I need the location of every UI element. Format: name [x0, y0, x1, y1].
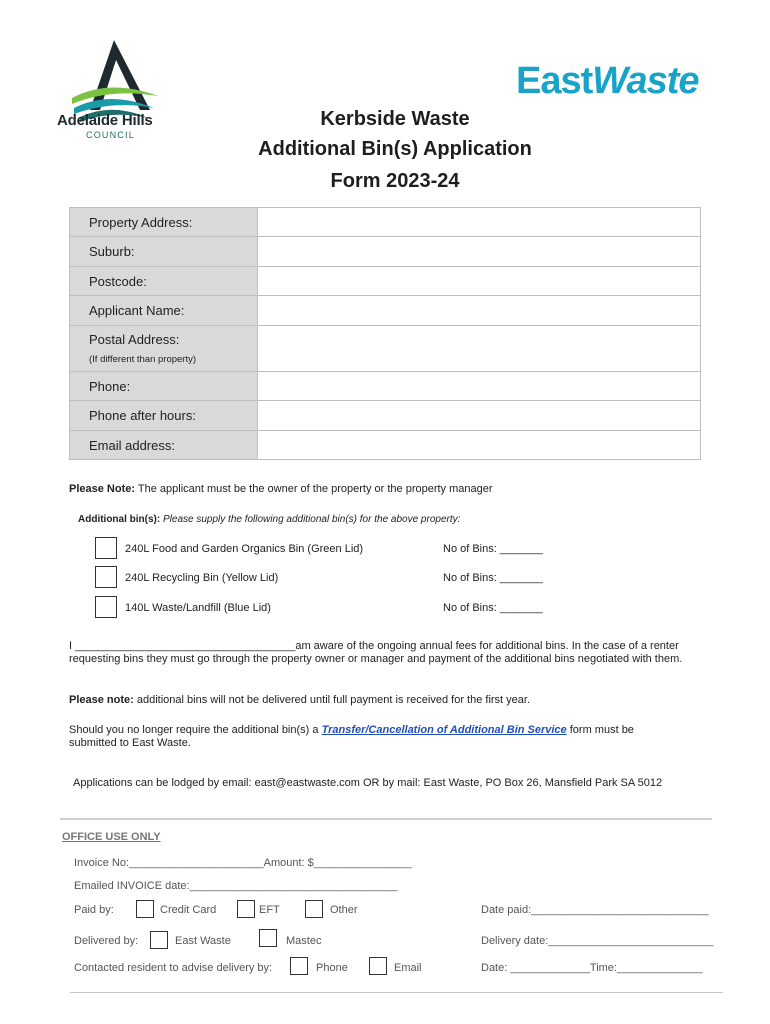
phone-field[interactable] — [258, 372, 701, 401]
declaration-text: I ____________________________________am aware of the ongoing annual fees for additional bins. In the case of a renter requesting bins they must go through the property owner or manager and payment of the additional bins negotiated with them. — [69, 640, 683, 665]
contact-phone-checkbox[interactable] — [290, 957, 308, 975]
postal-address-label-cell — [70, 326, 258, 372]
transfer-pre: Should you no longer require the additional bin(s) a — [69, 724, 322, 736]
phone-label: Phone: — [70, 372, 258, 401]
transfer-cancellation-link[interactable]: Transfer/Cancellation of Additional Bin Service — [321, 724, 567, 736]
recycling-bin-label: 240L Recycling Bin (Yellow Lid) — [125, 572, 279, 584]
contact-phone-label: Phone — [316, 962, 348, 974]
council-subtitle: COUNCIL — [86, 130, 135, 140]
east-waste-checkbox[interactable] — [150, 931, 168, 949]
postal-address-sublabel: (If different than property) — [89, 354, 197, 365]
eastwaste-logo-part2: Waste — [592, 60, 699, 102]
owner-note-text: The applicant must be the owner of the property or the property manager — [135, 483, 493, 495]
eft-label: EFT — [259, 904, 280, 916]
form-row-phone-after-hours — [70, 401, 701, 431]
payment-note-text: additional bins will not be delivered until full payment is received for the first year. — [133, 694, 531, 706]
applicant-details-table — [69, 207, 701, 460]
waste-bin-count[interactable]: No of Bins: _______ — [443, 602, 543, 614]
owner-note — [69, 483, 493, 495]
contacted-resident-label: Contacted resident to advise delivery by: — [74, 962, 273, 974]
title-line-1: Kerbside Waste — [320, 108, 470, 130]
contact-date-time-line[interactable]: Date: _____________Time:______________ — [481, 962, 703, 974]
other-checkbox[interactable] — [305, 900, 323, 918]
payment-note-bold: Please note: — [69, 694, 134, 706]
council-name: Adelaide Hills — [57, 112, 153, 129]
bins-intro-bold: Additional bin(s): — [78, 514, 161, 525]
recycling-bin-count[interactable]: No of Bins: _______ — [443, 572, 543, 584]
eastwaste-logo-part1: East — [516, 60, 593, 102]
bins-intro-text: Please supply the following additional bin(s) for the above property: — [160, 514, 461, 525]
postal-address-label: Postal Address: — [89, 332, 180, 347]
form-row-property-address — [70, 208, 701, 237]
other-label: Other — [330, 904, 358, 916]
east-waste-label: East Waste — [175, 935, 231, 947]
green-bin-count[interactable]: No of Bins: _______ — [443, 543, 543, 555]
lodge-instructions: Applications can be lodged by email: east@eastwaste.com OR by mail: East Waste, PO Box 26, Mansfield Park SA 5012 — [73, 777, 663, 789]
suburb-label: Suburb: — [70, 237, 258, 267]
waste-bin-checkbox[interactable] — [95, 596, 117, 618]
form-row-applicant-name — [70, 296, 701, 326]
form-row-email — [70, 431, 701, 460]
title-line-2: Additional Bin(s) Application — [258, 138, 532, 160]
recycling-bin-checkbox[interactable] — [95, 566, 117, 588]
title-line-3: Form 2023-24 — [330, 170, 460, 192]
mastec-checkbox[interactable] — [259, 929, 277, 947]
suburb-field[interactable] — [258, 237, 701, 267]
owner-note-bold: Please Note: — [69, 483, 136, 495]
green-bin-checkbox[interactable] — [95, 537, 117, 559]
form-row-phone — [70, 372, 701, 401]
eastwaste-logo — [516, 60, 699, 103]
credit-card-label: Credit Card — [160, 904, 217, 916]
property-address-label: Property Address: — [70, 208, 258, 237]
form-row-postal-address — [70, 326, 701, 372]
postcode-field[interactable] — [258, 267, 701, 296]
office-use-heading: OFFICE USE ONLY — [62, 831, 161, 843]
applicant-name-label: Applicant Name: — [70, 296, 258, 326]
office-divider — [60, 818, 712, 820]
property-address-field[interactable] — [258, 208, 701, 237]
applicant-name-field[interactable] — [258, 296, 701, 326]
mastec-label: Mastec — [286, 935, 322, 947]
postal-address-field[interactable] — [258, 326, 701, 372]
transfer-post: form must be submitted to East Waste. — [69, 724, 634, 749]
payment-note — [69, 694, 530, 706]
delivery-date-line[interactable]: Delivery date:___________________________ — [481, 935, 714, 947]
email-address-field[interactable] — [258, 431, 701, 460]
paid-by-label: Paid by: — [74, 904, 114, 916]
invoice-amount-line[interactable]: Invoice No:______________________Amount: $________________ — [74, 857, 412, 869]
emailed-invoice-line[interactable]: Emailed INVOICE date:__________________________________ — [74, 880, 398, 892]
form-row-postcode — [70, 267, 701, 296]
waste-bin-label: 140L Waste/Landfill (Blue Lid) — [125, 602, 271, 614]
phone-after-hours-field[interactable] — [258, 401, 701, 431]
transfer-text — [69, 724, 679, 750]
credit-card-checkbox[interactable] — [136, 900, 154, 918]
postcode-label: Postcode: — [70, 267, 258, 296]
green-bin-label: 240L Food and Garden Organics Bin (Green Lid) — [125, 543, 364, 555]
phone-after-hours-label: Phone after hours: — [70, 401, 258, 431]
eft-checkbox[interactable] — [237, 900, 255, 918]
delivered-by-label: Delivered by: — [74, 935, 139, 947]
email-address-label: Email address: — [70, 431, 258, 460]
date-paid-line[interactable]: Date paid:_____________________________ — [481, 904, 709, 916]
contact-email-label: Email — [394, 962, 422, 974]
bottom-divider — [70, 992, 723, 993]
contact-email-checkbox[interactable] — [369, 957, 387, 975]
bins-intro — [78, 514, 460, 525]
form-row-suburb — [70, 237, 701, 267]
